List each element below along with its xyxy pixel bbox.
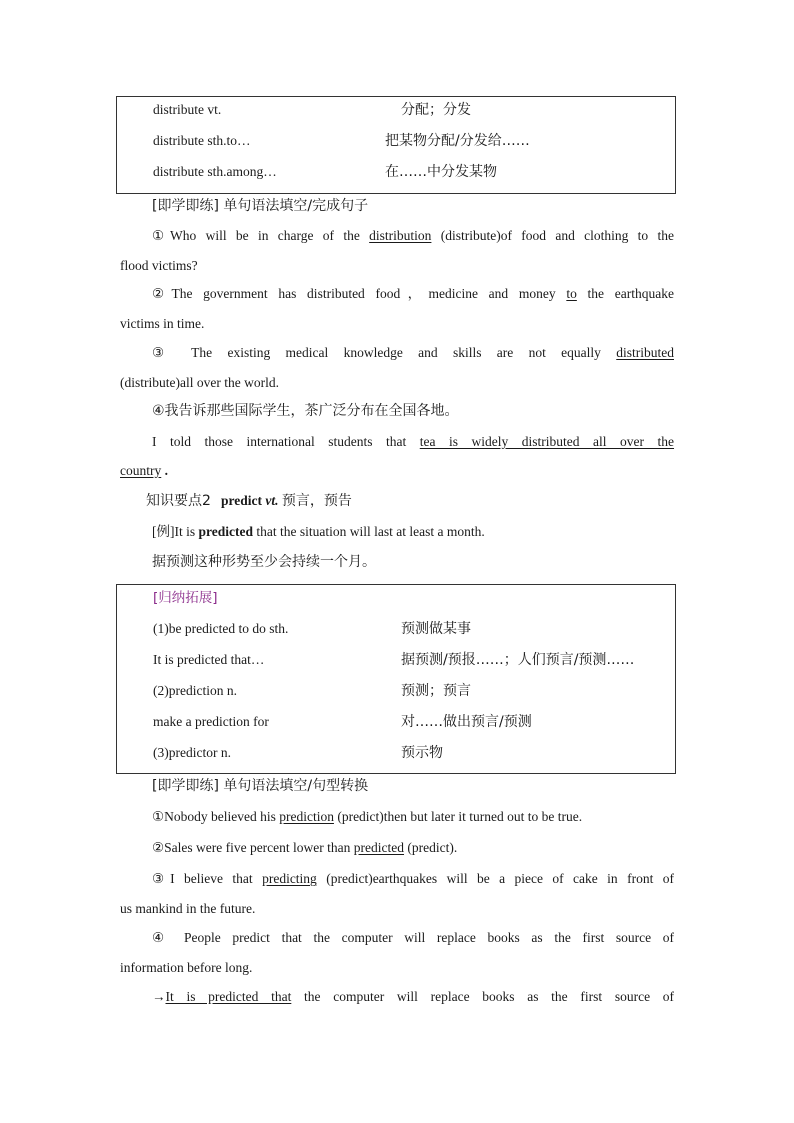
exercise-line: I told those international students that tea is widely distributed all over the bbox=[152, 434, 675, 449]
vocab-en: distribute vt. bbox=[153, 102, 222, 117]
vocab-row bbox=[153, 99, 665, 121]
exercise-line: →It is predicted that the computer will replace books as the first source of bbox=[152, 989, 675, 1004]
expansion-row bbox=[153, 711, 665, 733]
answer: predicted bbox=[353, 840, 405, 855]
exercise-line: ③ The existing medical knowledge and skills are not equally distributed bbox=[152, 345, 674, 360]
vocab-zh: 分配；分发 bbox=[401, 102, 471, 118]
expansion-en: make a prediction for bbox=[153, 714, 269, 729]
vocab-table-distribute bbox=[116, 96, 676, 194]
exercise-line: information before long. bbox=[120, 960, 253, 975]
expansion-title: [归纳拓展] bbox=[153, 590, 218, 606]
exercise-line: ②The government has distributed food，medicine and money to the earthquake bbox=[152, 286, 674, 301]
vocab-zh: 在……中分发某物 bbox=[385, 164, 497, 180]
expansion-en: It is predicted that… bbox=[153, 652, 265, 667]
exercise-line: victims in time. bbox=[120, 316, 205, 331]
exercise-line: ①Nobody believed his prediction (predict)then but later it turned out to be true. bbox=[152, 809, 583, 824]
exercise-line: country . bbox=[120, 463, 168, 478]
expansion-zh: 据预测/预报……；人们预言/预测…… bbox=[401, 652, 635, 668]
answer: prediction bbox=[279, 809, 334, 824]
knowledge-point-heading bbox=[146, 490, 700, 512]
part-of-speech: vt. bbox=[265, 493, 279, 508]
exercise-line: ②Sales were five percent lower than predicted (predict). bbox=[152, 840, 458, 855]
vocab-zh: 把某物分配/分发给…… bbox=[385, 133, 530, 149]
practice-header: [即学即练] 单句语法填空/完成句子 bbox=[152, 198, 369, 214]
expansion-en: (1)be predicted to do sth. bbox=[153, 621, 289, 636]
exercise-line: (distribute)all over the world. bbox=[120, 375, 279, 390]
practice-header: [即学即练] 单句语法填空/句型转换 bbox=[152, 778, 369, 794]
expansion-zh: 预测；预言 bbox=[401, 683, 471, 699]
exercise-line: ④ People predict that the computer will replace books as the first source of bbox=[152, 930, 674, 945]
expansion-zh: 对……做出预言/预测 bbox=[401, 714, 532, 730]
exercise-line: ①Who will be in charge of the distribution (distribute)of food and clothing to the bbox=[152, 228, 674, 243]
headword: predict bbox=[221, 493, 263, 508]
expansion-row bbox=[153, 742, 665, 764]
example-translation: 据预测这种形势至少会持续一个月。 bbox=[152, 554, 376, 570]
answer: It is predicted that bbox=[165, 989, 292, 1004]
expansion-row bbox=[153, 649, 665, 671]
exercise-line: ④我告诉那些国际学生，茶广泛分布在全国各地。 bbox=[152, 403, 459, 419]
vocab-row bbox=[153, 130, 665, 152]
expansion-en: (2)prediction n. bbox=[153, 683, 237, 698]
answer: predicting bbox=[262, 871, 317, 886]
expansion-row bbox=[153, 618, 665, 640]
vocab-en: distribute sth.to… bbox=[153, 133, 251, 148]
point-label: 知识要点2 bbox=[146, 493, 211, 509]
expansion-row bbox=[153, 680, 665, 702]
vocab-row bbox=[153, 161, 665, 183]
expansion-zh: 预测做某事 bbox=[401, 621, 471, 637]
vocab-en: distribute sth.among… bbox=[153, 164, 277, 179]
answer: country bbox=[120, 463, 162, 478]
answer: to bbox=[566, 286, 577, 301]
exercise-line: flood victims? bbox=[120, 258, 198, 273]
expansion-table-predict bbox=[116, 584, 676, 774]
exercise-line: ③I believe that predicting (predict)earthquakes will be a piece of cake in front of bbox=[152, 871, 674, 886]
expansion-en: (3)predictor n. bbox=[153, 745, 231, 760]
exercise-line: us mankind in the future. bbox=[120, 901, 256, 916]
answer: tea is widely distributed all over the bbox=[419, 434, 675, 449]
meaning: 预言，预告 bbox=[281, 493, 352, 509]
expansion-zh: 预示物 bbox=[401, 745, 443, 761]
example-sentence: [例]It is predicted that the situation will last at least a month. bbox=[152, 524, 485, 539]
answer: distributed bbox=[616, 345, 674, 360]
answer: distribution bbox=[369, 228, 432, 243]
